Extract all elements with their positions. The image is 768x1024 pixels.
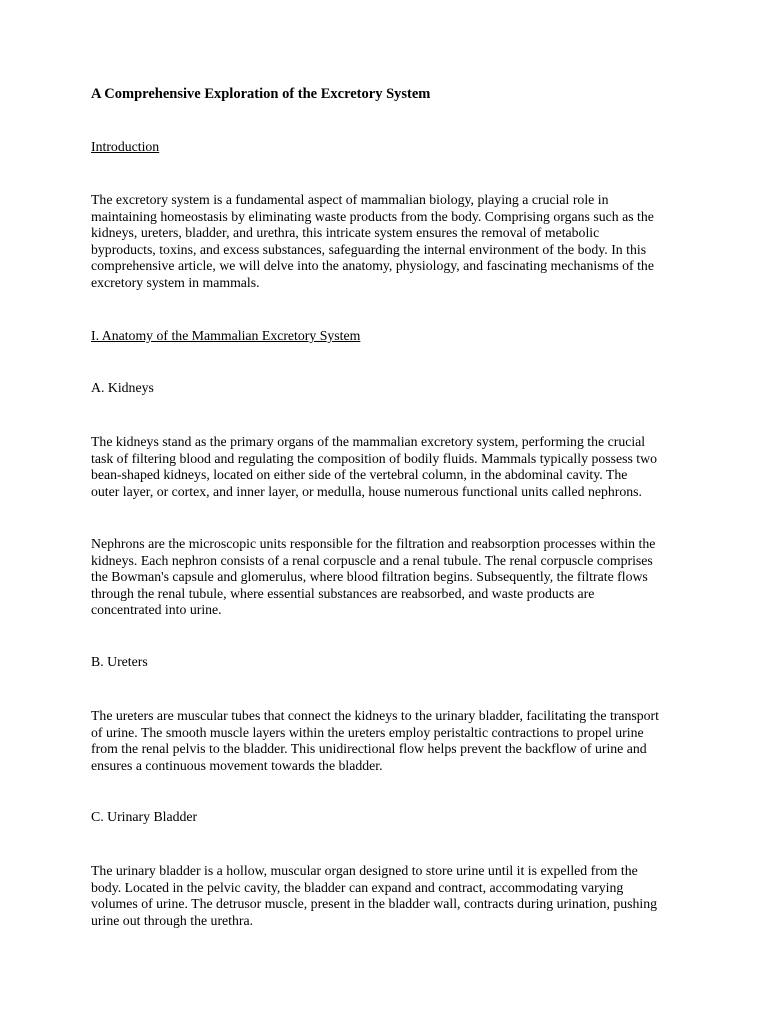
ureters-heading: B. Ureters (91, 654, 148, 669)
bladder-heading: C. Urinary Bladder (91, 809, 198, 824)
section-anatomy-heading: I. Anatomy of the Mammalian Excretory System (91, 328, 361, 343)
kidneys-paragraph-1: The kidneys stand as the primary organs of the mammalian excretory system, performing the crucial task of filtering blood and regulating the composition of bodily fluids. Mammals typically possess two bean-shaped kidneys, located on either side of the vertebral column, in the abdominal cavity. The outer layer, or cortex, and inner layer, or medulla, house numerous functional units called nephrons. (91, 434, 657, 499)
bladder-paragraph: The urinary bladder is a hollow, muscular organ designed to store urine until it is expelled from the body. Located in the pelvic cavity, the bladder can expand and contract, accommodating varying volumes of urine. The detrusor muscle, present in the bladder wall, contracts during urination, pushing urine out through the urethra. (91, 863, 658, 928)
introduction-heading: Introduction (91, 139, 160, 154)
kidneys-paragraph-2: Nephrons are the microscopic units responsible for the filtration and reabsorption processes within the kidneys. Each nephron consists of a renal corpuscle and a renal tubule. The renal corpuscle comprises the Bowman's capsule and glomerulus, where blood filtration begins. Subsequently, the filtrate flows through the renal tubule, where essential substances are reabsorbed, and waste products are concentrated into urine. (91, 536, 656, 617)
ureters-paragraph: The ureters are muscular tubes that connect the kidneys to the urinary bladder, facilitating the transport of urine. The smooth muscle layers within the ureters employ peristaltic contractions to propel urine from the renal pelvis to the bladder. This unidirectional flow helps prevent the backflow of urine and ensures a continuous movement towards the bladder. (91, 708, 659, 773)
kidneys-heading: A. Kidneys (91, 380, 154, 395)
introduction-paragraph: The excretory system is a fundamental aspect of mammalian biology, playing a crucial role in maintaining homeostasis by eliminating waste products from the body. Comprising organs such as the kidneys, ureters, bladder, and urethra, this intricate system ensures the removal of metabolic byproducts, toxins, and excess substances, safeguarding the internal environment of the body. In this comprehensive article, we will delve into the anatomy, physiology, and fascinating mechanisms of the excretory system in mammals. (91, 192, 654, 290)
document-title: A Comprehensive Exploration of the Excretory System (91, 86, 431, 102)
